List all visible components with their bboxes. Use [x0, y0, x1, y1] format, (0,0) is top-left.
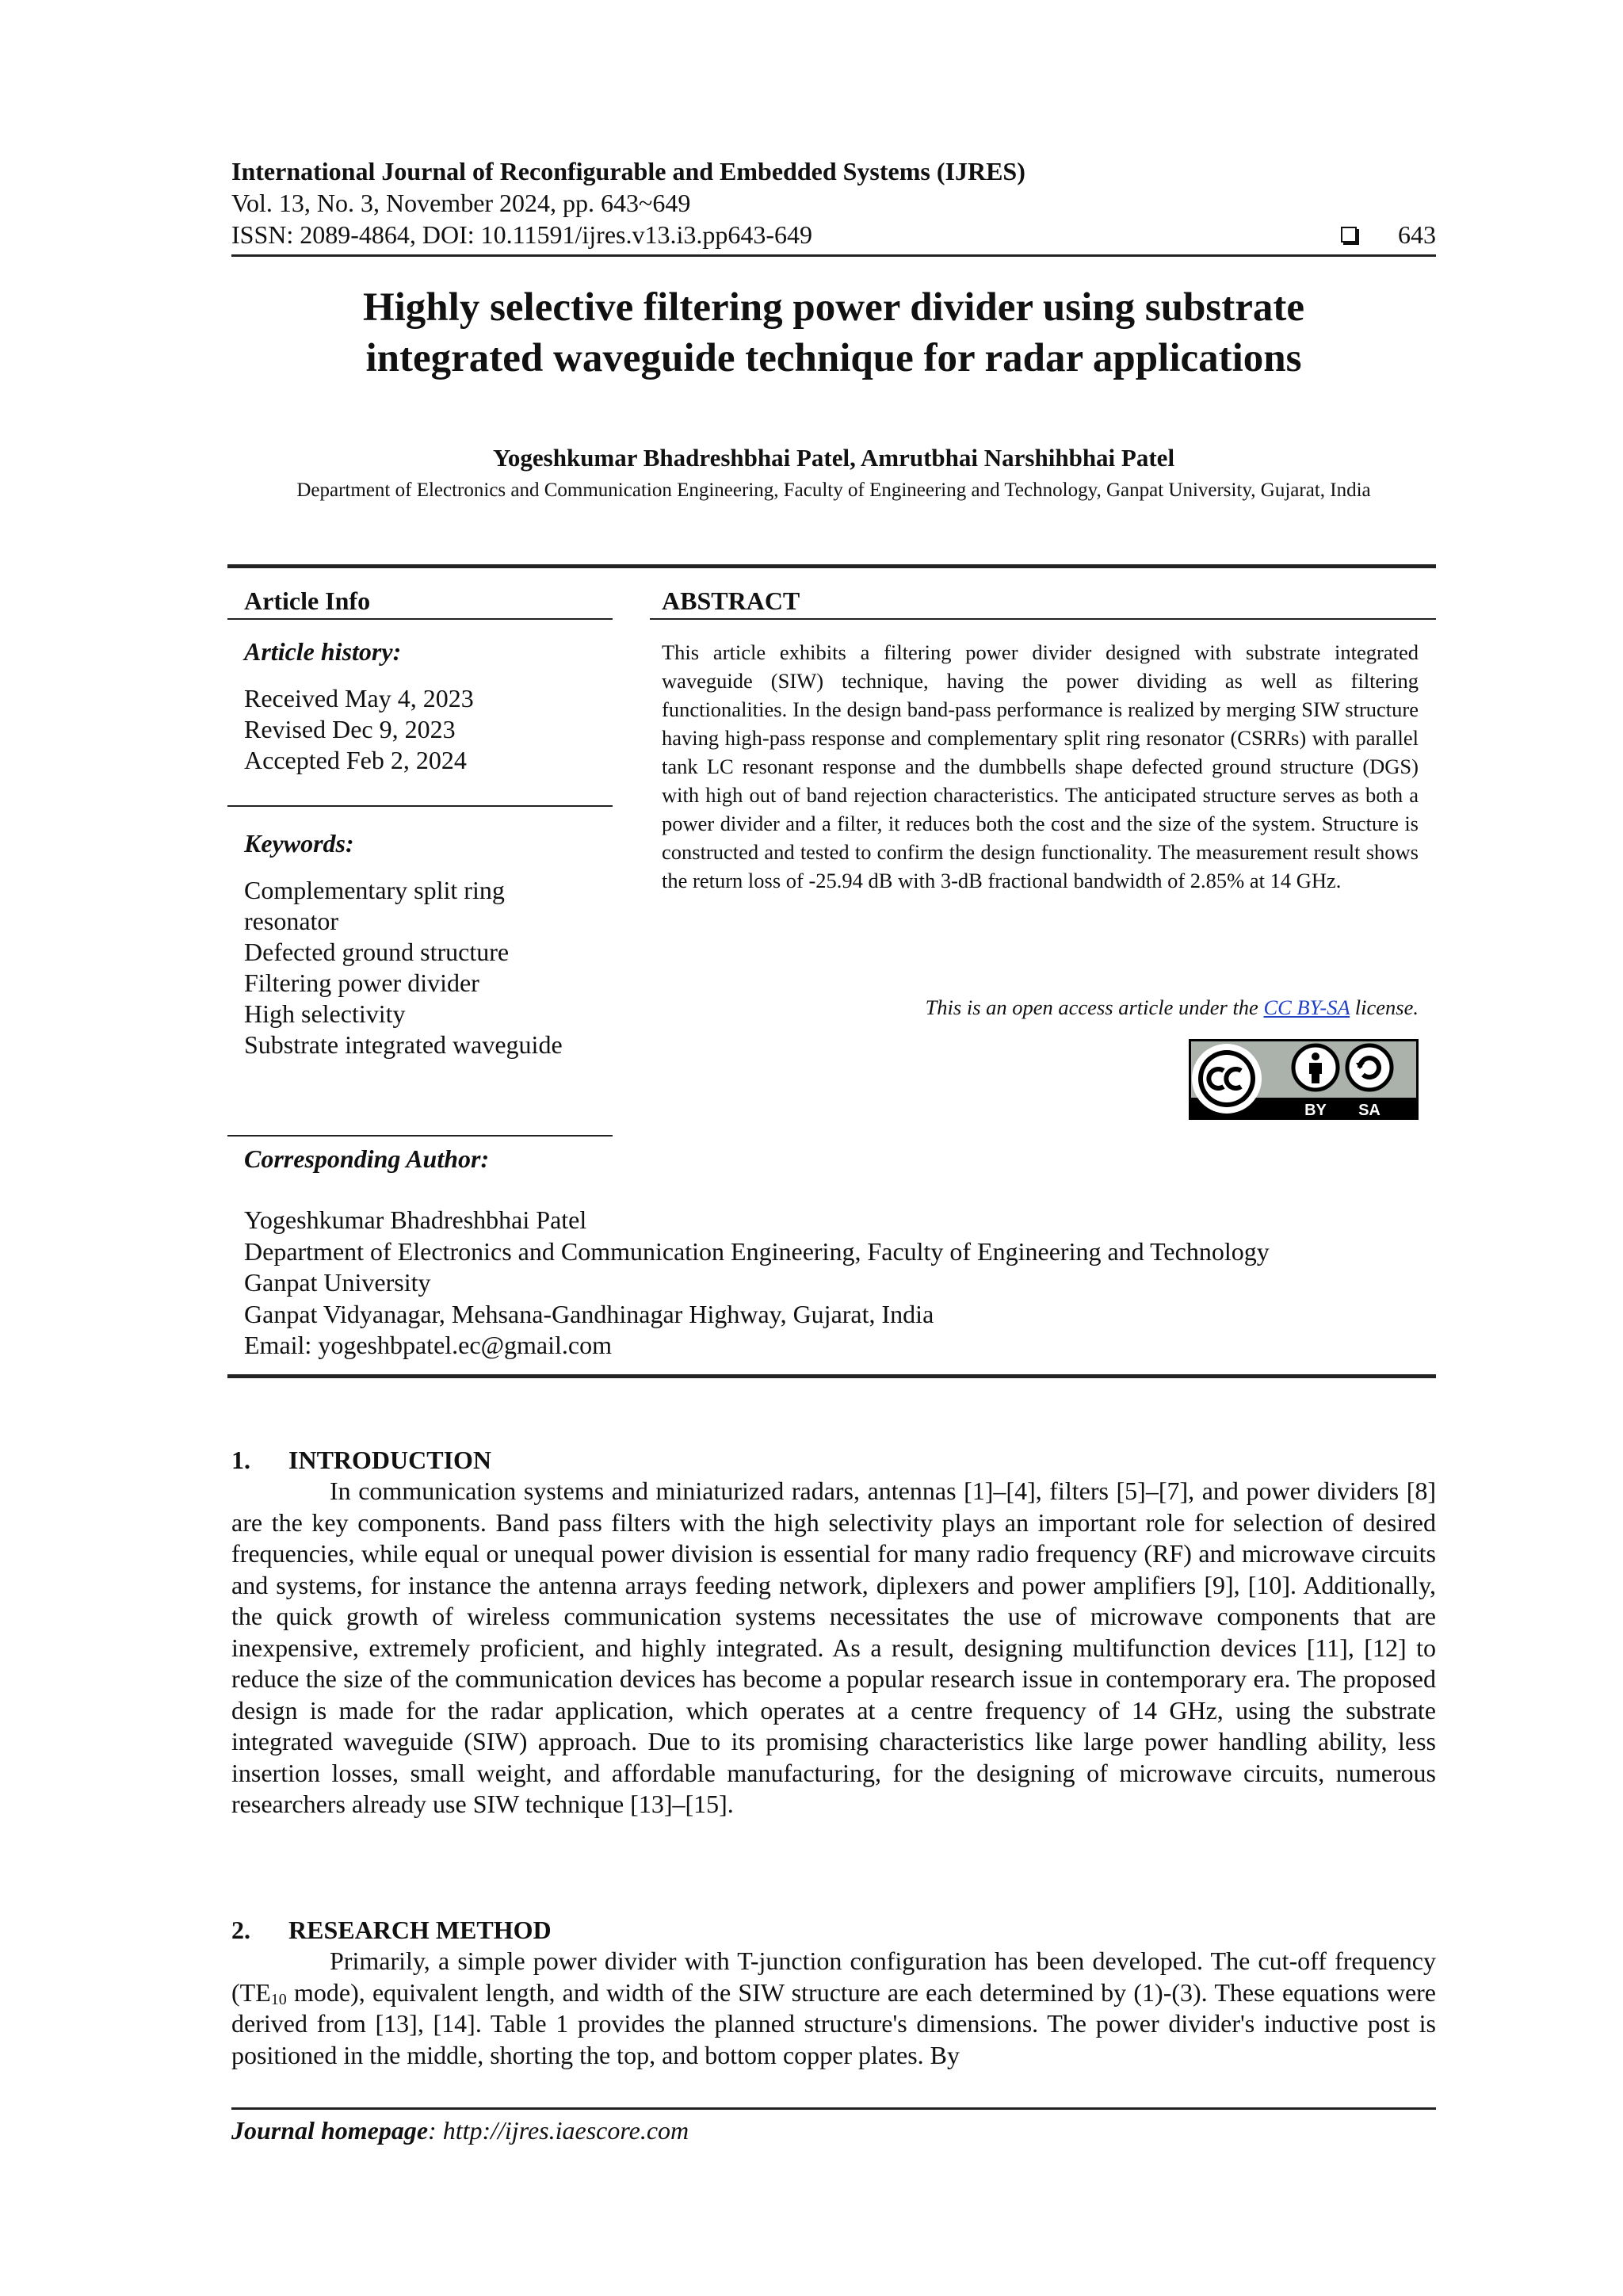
- corresponding-address: Ganpat Vidyanagar, Mehsana-Gandhinagar Highway, Gujarat, India: [244, 1299, 934, 1328]
- share-alike-icon: [1347, 1045, 1392, 1090]
- section-1-heading: [231, 1444, 491, 1476]
- article-history-dates: [244, 683, 593, 776]
- keyword-item: Complementary split ring resonator: [244, 876, 505, 935]
- journal-title: International Journal of Reconfigurable and Embedded Systems (IJRES): [231, 157, 1025, 185]
- page-number-group: [1341, 219, 1436, 250]
- article-info-rule: [227, 618, 613, 620]
- keyword-item: Substrate integrated waveguide: [244, 1030, 563, 1059]
- cc-by-sa-badge[interactable]: [1189, 1039, 1419, 1120]
- homepage-separator: :: [428, 2116, 443, 2145]
- info-box-bottom-rule: [227, 1374, 1436, 1378]
- title-line-1: Highly selective filtering power divider using substrate: [362, 285, 1305, 330]
- corresponding-author-details: [244, 1205, 1433, 1362]
- homepage-url[interactable]: http://ijres.iaescore.com: [442, 2116, 689, 2145]
- article-info-heading: Article Info: [244, 586, 371, 615]
- abstract-text: This article exhibits a filtering power divider designed with substrate integrated waveguide (SIW) technique, having the power dividing as well as filtering functionalities. In the design band-pass performance is realized by merging SIW structure having high-pass response and complementary split ring resonator (CSRRs) with parallel tank LC resonant response and the dumbbells shape defected ground structure (DGS) with high out of band rejection characteristics. The anticipated structure serves as both a power divider and a filter, it reduces both the cost and the size of the system. Structure is constructed and tested to confirm the design functionality. The measurement result shows the return loss of -25.94 dB with 3-dB fractional bandwidth of 2.85% at 14 GHz.: [662, 640, 1419, 892]
- keyword-item: High selectivity: [244, 999, 406, 1028]
- paper-title: [231, 282, 1436, 384]
- page-number: 643: [1398, 220, 1436, 249]
- te-mode-subscript: 10: [270, 1990, 287, 2008]
- received-date: Received May 4, 2023: [244, 684, 474, 712]
- rm-text-a: Primarily, a simple power divider with T-junction configuration has been developed. The cut-off frequency (TE: [231, 1946, 1436, 2007]
- corresponding-univ: Ganpat University: [244, 1268, 431, 1297]
- abstract-heading: ABSTRACT: [662, 586, 800, 615]
- accepted-date: Accepted Feb 2, 2024: [244, 746, 467, 774]
- cc-by-sa-icon: [1189, 1039, 1419, 1120]
- keywords-list: [244, 875, 593, 1060]
- section-2-title: RESEARCH METHOD: [288, 1916, 552, 1944]
- introduction-paragraph: In communication systems and miniaturized radars, antennas [1]–[4], filters [5]–[7], and power dividers [8] are the key components. Band pass filters with the high selectivity plays an important role for selection of desired frequencies, while equal or unequal power division is essential for many radio frequency (RF) and microwave circuits and systems, for instance the antenna arrays feeding network, diplexers and power amplifiers [9], [10]. Additionally, the quick growth of wireless communication systems necessitates the use of microwave components that are inexpensive, extremely proficient, and highly integrated. As a result, designing multifunction devices [11], [12] to reduce the size of the communication devices has become a popular research issue in contemporary era. The proposed design is made for the radar application, which operates at a centre frequency of 14 GHz, using the substrate integrated waveguide (SIW) approach. Due to its promising characteristics like large power handling ability, less insertion losses, small weight, and affordable manufacturing, for the designing of microwave circuits, numerous researchers already use SIW technique [13]–[15].: [231, 1477, 1436, 1818]
- header-issn-row: [231, 219, 1436, 250]
- attribution-icon: [1293, 1045, 1338, 1090]
- cc-sa-label: SA: [1358, 1102, 1381, 1119]
- footer-rule: [231, 2107, 1436, 2110]
- homepage-label: Journal homepage: [231, 2116, 429, 2145]
- section-2-number: 2.: [231, 1916, 250, 1944]
- abstract-rule: [650, 618, 1436, 620]
- journal-header: [231, 155, 1436, 250]
- corresponding-dept: Department of Electronics and Communication Engineering, Faculty of Engineering and Technology: [244, 1236, 1270, 1266]
- author-names: Yogeshkumar Bhadreshbhai Patel, Amrutbhai Narshihbhai Patel: [492, 444, 1175, 472]
- corresponding-email: Email: yogeshbpatel.ec@gmail.com: [244, 1331, 612, 1359]
- revised-date: Revised Dec 9, 2023: [244, 715, 456, 743]
- author-affiliation: Department of Electronics and Communication Engineering, Faculty of Engineering and Technology, Ganpat University, Gujarat, India: [296, 479, 1371, 501]
- section-1-body: [231, 1476, 1436, 1820]
- header-rule: [231, 254, 1436, 257]
- section-2-heading: [231, 1914, 552, 1946]
- corresponding-name: Yogeshkumar Bhadreshbhai Patel: [244, 1205, 587, 1234]
- journal-homepage: [231, 2115, 689, 2146]
- rm-text-b: mode), equivalent length, and width of the SIW structure are each determined by (1)-(3). These equations were derived from [13], [14]. Table 1 provides the planned structure's dimensions. The power divider's inductive post is positioned in the middle, shorting the top, and bottom copper plates. By: [231, 1977, 1436, 2069]
- keyword-item: Defected ground structure: [244, 938, 510, 966]
- cc-by-sa-link[interactable]: CC BY-SA: [1263, 995, 1350, 1019]
- info-box-top-rule: [227, 564, 1436, 568]
- cc-by-label: BY: [1304, 1102, 1327, 1119]
- keywords-divider: [227, 1135, 613, 1137]
- section-1-title: INTRODUCTION: [288, 1446, 492, 1474]
- keyword-item: Filtering power divider: [244, 968, 479, 997]
- journal-volume: Vol. 13, No. 3, November 2024, pp. 643~649: [231, 189, 691, 217]
- license-prefix: This is an open access article under the: [925, 995, 1264, 1019]
- section-2-body: [231, 1946, 1436, 2071]
- research-method-paragraph: [231, 1946, 1436, 2071]
- corresponding-author-heading: Corresponding Author:: [244, 1144, 490, 1173]
- journal-issn-doi: ISSN: 2089-4864, DOI: 10.11591/ijres.v13.i3.pp643-649: [231, 220, 813, 249]
- title-line-2: integrated waveguide technique for radar applications: [365, 336, 1302, 380]
- section-1-number: 1.: [231, 1446, 250, 1474]
- license-suffix: license.: [1350, 995, 1419, 1019]
- shadow-box-icon: [1341, 227, 1357, 243]
- keywords-heading: Keywords:: [244, 829, 354, 858]
- license-statement: [662, 993, 1419, 1022]
- article-history-heading: Article history:: [244, 637, 402, 666]
- history-divider: [227, 805, 613, 807]
